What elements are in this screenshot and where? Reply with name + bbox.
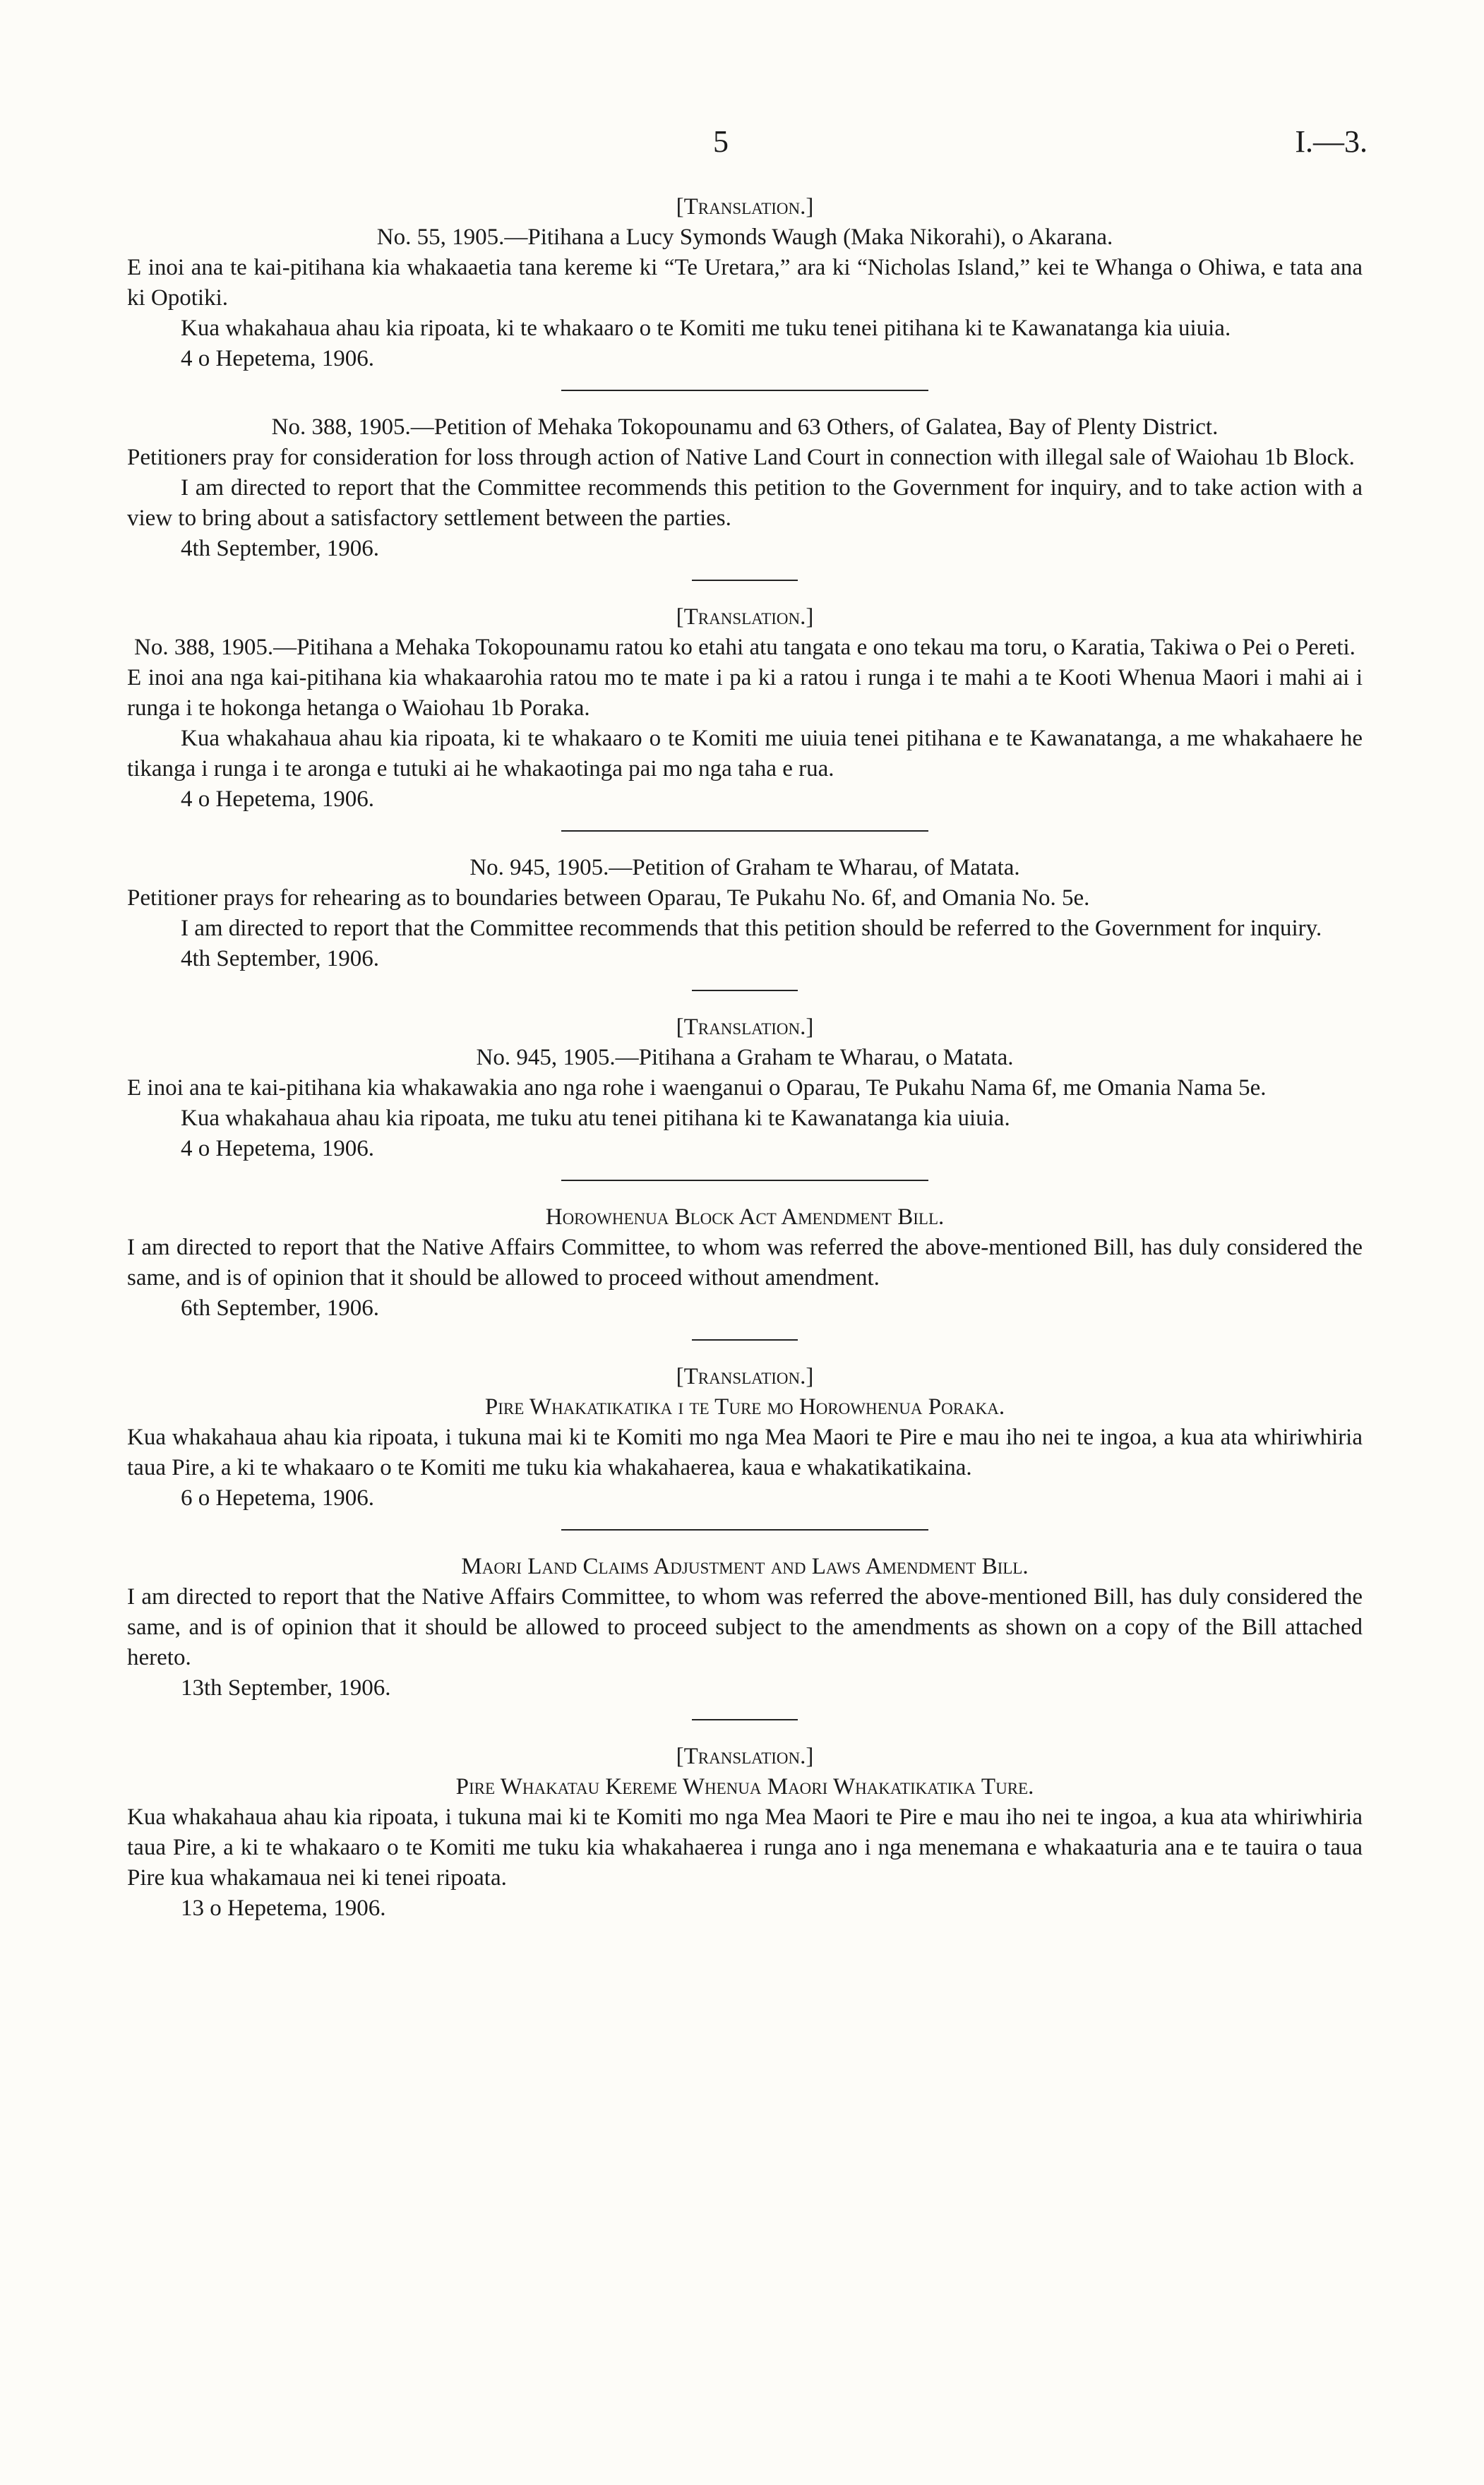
translation-label: [Translation.]	[676, 604, 814, 630]
report-date: 4 o Hepetema, 1906.	[181, 346, 375, 371]
petition-title: No. 388, 1905.—Pitihana a Mehaka Tokopounamu ratou ko etahi atu tangata e ono tekau ma toru, o Karatia, Takiwa o Pei o Pereti.	[134, 635, 1356, 660]
petition-title: No. 388, 1905.—Petition of Mehaka Tokopounamu and 63 Others, of Galatea, Bay of Plenty District.	[271, 414, 1219, 440]
section-divider	[692, 1339, 798, 1341]
page-number: 5	[713, 124, 729, 159]
committee-report: I am directed to report that the Committee recommends that this petition should be referred to the Government for inquiry.	[181, 916, 1322, 941]
report-date: 6 o Hepetema, 1906.	[181, 1485, 375, 1511]
petition-body: Petitioners pray for consideration for loss through action of Native Land Court in connection with illegal sale of Waiohau 1b Block.	[127, 445, 1355, 470]
section-divider	[692, 990, 798, 991]
report-date: 4 o Hepetema, 1906.	[181, 786, 375, 812]
bill-report: I am directed to report that the Native Affairs Committee, to whom was referred the above-mentioned Bill, has duly considered the same, and is of opinion that it should be allowed to proceed subject to the amendments as shown on a copy of the Bill attached hereto.	[127, 1584, 1363, 1670]
petition-body: E inoi ana nga kai-pitihana kia whakaarohia ratou mo te mate i pa ki a ratou i runga i te mahi a te Kooti Whenua Maori i mahi ai i runga i te hokonga hetanga o Waiohau 1b Poraka.	[127, 665, 1363, 721]
committee-report: Kua whakahaua ahau kia ripoata, ki te whakaaro o te Komiti me uiuia tenei pitihana e te Kawanatanga, a me whakahaere he tikanga i runga i te aronga e tutuki ai he whakaotinga pai mo nga taha e rua.	[127, 726, 1363, 782]
bill-title: Pire Whakatikatika i te Ture mo Horowhenua Poraka.	[484, 1394, 1005, 1420]
bill-title: Pire Whakatau Kereme Whenua Maori Whakatikatika Ture.	[455, 1774, 1034, 1800]
section-divider	[561, 1180, 928, 1181]
committee-report: I am directed to report that the Committee recommends this petition to the Government for inquiry, and to take action with a view to bring about a satisfactory settlement between the parties.	[127, 475, 1363, 531]
report-date: 6th September, 1906.	[181, 1295, 379, 1321]
translation-label: [Translation.]	[676, 1744, 814, 1769]
report-date: 13 o Hepetema, 1906.	[181, 1896, 386, 1921]
section-divider	[561, 1529, 928, 1531]
section-divider	[692, 1719, 798, 1720]
page-reference: I.—3.	[1295, 124, 1368, 159]
section-divider	[561, 390, 928, 391]
report-date: 4th September, 1906.	[181, 536, 379, 561]
committee-report: Kua whakahaua ahau kia ripoata, ki te whakaaro o te Komiti me tuku tenei pitihana ki te Kawanatanga kia uiuia.	[181, 316, 1231, 341]
petition-body: Petitioner prays for rehearing as to boundaries between Oparau, Te Pukahu No. 6f, and Omania No. 5e.	[127, 885, 1090, 911]
committee-report: Kua whakahaua ahau kia ripoata, me tuku atu tenei pitihana ki te Kawanatanga kia uiuia.	[181, 1106, 1010, 1131]
document-body	[127, 192, 1363, 1924]
petition-body: E inoi ana te kai-pitihana kia whakaaetia tana kereme ki “Te Uretara,” ara ki “Nicholas Island,” kei te Whanga o Ohiwa, e tata ana ki Opotiki.	[127, 255, 1363, 311]
bill-title: Horowhenua Block Act Amendment Bill.	[545, 1204, 945, 1230]
petition-title: No. 945, 1905.—Petition of Graham te Wharau, of Matata.	[469, 855, 1020, 880]
report-date: 13th September, 1906.	[181, 1675, 391, 1701]
bill-report: I am directed to report that the Native Affairs Committee, to whom was referred the above-mentioned Bill, has duly considered the same, and is of opinion that it should be allowed to proceed without amendment.	[127, 1235, 1363, 1291]
bill-report: Kua whakahaua ahau kia ripoata, i tukuna mai ki te Komiti mo nga Mea Maori te Pire e mau iho nei te ingoa, a kua ata whiriwhiria taua Pire, a ki te whakaaro o te Komiti me tuku kia whakahaerea, kaua e whakatikatikaina.	[127, 1425, 1363, 1480]
section-divider	[692, 580, 798, 581]
translation-label: [Translation.]	[676, 1364, 814, 1389]
bill-title: Maori Land Claims Adjustment and Laws Amendment Bill.	[461, 1554, 1029, 1579]
petition-title: No. 55, 1905.—Pitihana a Lucy Symonds Waugh (Maka Nikorahi), o Akarana.	[376, 224, 1113, 250]
page-header	[0, 124, 1484, 166]
petition-body: E inoi ana te kai-pitihana kia whakawakia ano nga rohe i waenganui o Oparau, Te Pukahu Nama 6f, me Omania Nama 5e.	[127, 1075, 1267, 1101]
bill-report: Kua whakahaua ahau kia ripoata, i tukuna mai ki te Komiti mo nga Mea Maori te Pire e mau iho nei te ingoa, a kua ata whiriwhiria taua Pire, a ki te whakaaro o te Komiti me tuku kia whakahaerea i runga ano i nga menemana e whakaaturia ana e te tauira o taua Pire kua whakamaua nei ki tenei ripoata.	[127, 1804, 1363, 1891]
translation-label: [Translation.]	[676, 1014, 814, 1040]
translation-label: [Translation.]	[676, 194, 814, 220]
petition-title: No. 945, 1905.—Pitihana a Graham te Wharau, o Matata.	[476, 1045, 1014, 1070]
report-date: 4th September, 1906.	[181, 946, 379, 971]
report-date: 4 o Hepetema, 1906.	[181, 1136, 375, 1161]
section-divider	[561, 830, 928, 832]
